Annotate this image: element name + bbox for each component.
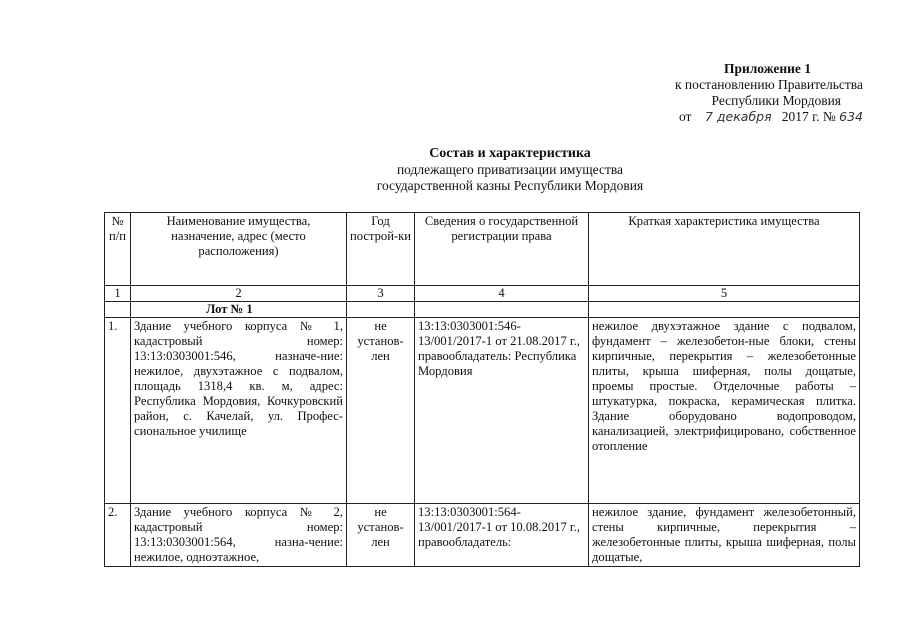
appendix-number: 634	[839, 109, 863, 124]
row-year: не установ-лен	[347, 504, 415, 567]
appendix-line-1: к постановлению Правительства	[674, 77, 863, 92]
document-subtitle-2: государственной казны Республики Мордовия	[376, 178, 644, 193]
table-row	[105, 504, 860, 567]
column-number: 4	[415, 286, 589, 302]
lot-label: Лот № 1	[131, 302, 347, 318]
lot-cell-empty	[347, 302, 415, 318]
document-title: Состав и характеристика	[429, 146, 591, 161]
appendix-from: от	[678, 109, 692, 124]
row-property-name: Здание учебного корпуса № 1, кадастровый номер: 13:13:0303001:546, назначе-ние: нежилое, двухэтажное с подвалом, площадь 1318,4 кв. м, адрес: Республика Мордовия, Кочкуровский район, с. Качелай, ул. Профес-сиональное училище	[131, 318, 347, 504]
row-number: 2.	[105, 504, 131, 567]
header-description: Краткая характеристика имущества	[589, 213, 860, 286]
property-table	[104, 212, 860, 567]
header-year: Год построй-ки	[347, 213, 415, 286]
table-row	[105, 318, 860, 504]
row-number: 1.	[105, 318, 131, 504]
row-registration: 13:13:0303001:564-13/001/2017-1 от 10.08.2017 г., правообладатель:	[415, 504, 589, 567]
row-description: нежилое здание, фундамент железобетонный, стены кирпичные, перекрытия – железобетонные плиты, крыша шиферная, полы дощатые,	[589, 504, 860, 567]
column-number: 5	[589, 286, 860, 302]
appendix-block	[603, 61, 863, 125]
column-number: 3	[347, 286, 415, 302]
appendix-year: 2017 г. №	[781, 109, 836, 124]
lot-row	[105, 302, 860, 318]
appendix-date: 7 декабря	[704, 109, 772, 124]
table-header-row	[105, 213, 860, 286]
header-number: № п/п	[105, 213, 131, 286]
column-number: 2	[131, 286, 347, 302]
document-heading	[250, 146, 770, 194]
appendix-title: Приложение 1	[723, 61, 811, 76]
lot-cell-empty	[589, 302, 860, 318]
document-subtitle-1: подлежащего приватизации имущества	[396, 162, 624, 177]
column-number: 1	[105, 286, 131, 302]
lot-cell-empty	[415, 302, 589, 318]
row-property-name: Здание учебного корпуса № 2, кадастровый номер: 13:13:0303001:564, назна-чение: нежилое, одноэтажное,	[131, 504, 347, 567]
row-year: не установ-лен	[347, 318, 415, 504]
lot-cell-empty	[105, 302, 131, 318]
header-registration: Сведения о государственной регистрации права	[415, 213, 589, 286]
row-registration: 13:13:0303001:546-13/001/2017-1 от 21.08.2017 г., правообладатель: Республика Мордовия	[415, 318, 589, 504]
appendix-date-line	[603, 109, 863, 125]
column-number-row	[105, 286, 860, 302]
appendix-line-2: Республики Мордовия	[711, 93, 841, 108]
row-description: нежилое двухэтажное здание с подвалом, фундамент – железобетон-ные блоки, стены кирпичные, перекрытия – железобетонные плиты, крыша шиферная, полы дощатые, проемы простые. Отделочные работы – штукатурка, покраска, керамическая плитка. Здание оборудовано водопроводом, канализацией, электрифицировано, собственное отопление	[589, 318, 860, 504]
header-name: Наименование имущества, назначение, адрес (место расположения)	[131, 213, 347, 286]
